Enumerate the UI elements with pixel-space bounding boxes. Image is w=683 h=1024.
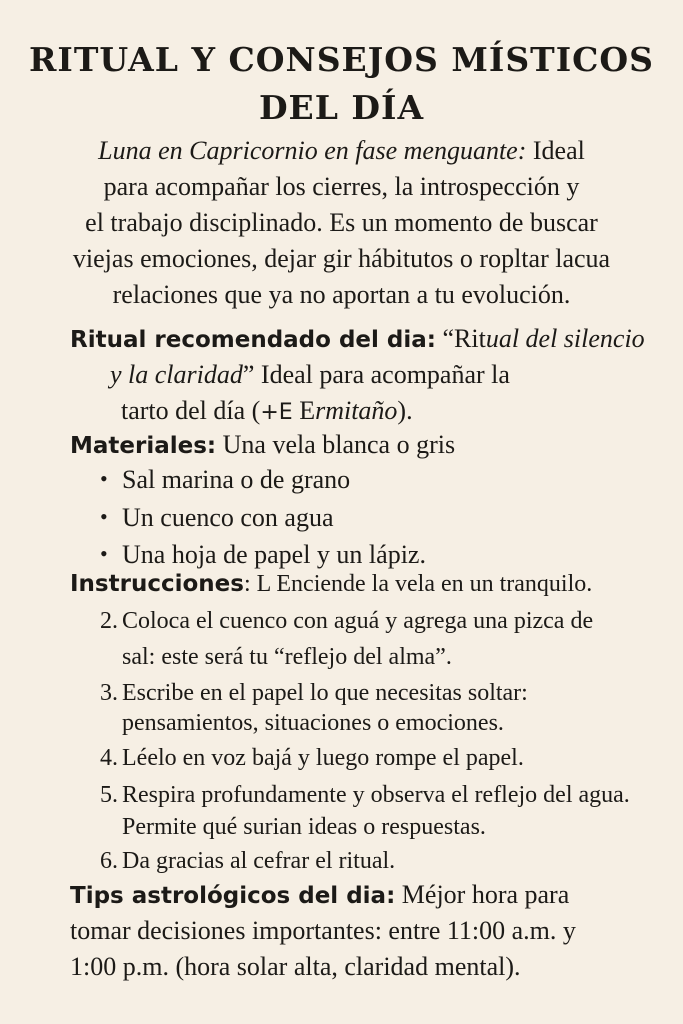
intro-line5: relaciones que ya no aportan a tu evolución. [112,280,571,309]
page-title-line1: RITUAL Y CONSEJOS MÍSTICOS [29,40,654,79]
ritual-line3-b: E [292,396,316,425]
ritual-line3-end: ). [397,396,413,425]
step-text: Respira profundamente y observa el reflejo del agua. [122,782,630,808]
material-item: Un cuenco con agua [122,503,334,532]
tips-line3: 1:00 p.m. (hora solar alta, claridad mental). [70,952,521,981]
hermit-symbol: +E [260,400,293,425]
tips-line1-text: Méjor hora para [395,880,570,909]
ritual-line2-text: ” Ideal para acompañar la [242,360,510,389]
tips-line1 [70,878,569,913]
ritual-line2 [110,358,510,392]
step-text: Coloca el cuenco con aguá y agrega una pizca de [122,608,594,634]
ritual-label: Ritual recomendado del dia: [70,327,436,353]
step-number: 5. [100,782,118,808]
ritual-name-part2: y la claridad [110,360,243,389]
ritual-line3 [121,394,413,430]
step-text: sal: este será tu “reflejo del alma”. [122,644,452,670]
step-text: Léelo en voz bajá y luego rompe el papel. [122,745,524,771]
intro-line2: para acompañar los cierres, la introspección y [103,172,580,201]
material-item: Sal marina o de grano [122,465,351,494]
ritual-name-part1: ual del silencio [485,324,645,353]
step-text: Permite qué surian ideas o respuestas. [122,814,486,840]
step-text: Escribe en el papel lo que necesitas soltar: [122,680,528,706]
intro-line1-text: Ideal [526,136,585,165]
intro-line1 [0,134,683,168]
materials-first: Una vela blanca o gris [216,430,456,459]
instructions-label: Instrucciones [70,571,244,597]
moon-phase-lead: Luna en Capricornio en fase menguante: [98,136,527,165]
step-number: 3. [100,680,118,706]
instructions-first: : L Enciende la vela en un tranquilo. [243,571,593,597]
bullet-icon: • [100,541,108,566]
intro-line3: el trabajo disciplinado. Es un momento de buscar [85,208,598,237]
ritual-line1 [70,322,645,357]
tips-line2: tomar decisiones importantes: entre 11:00 a.m. y [70,916,576,945]
instructions-line [70,567,592,601]
bullet-icon: • [100,466,108,491]
step-number: 2. [100,608,118,634]
material-item: Una hoja de papel y un lápiz. [122,540,426,569]
ritual-quote-open: “Rit [435,324,486,353]
materials-label: Materiales: [70,433,217,459]
bullet-icon: • [100,504,108,529]
step-number: 4. [100,745,118,771]
ritual-line3-a: tarto del día ( [121,396,261,425]
step-number: 6. [100,848,118,874]
hermit-card-name: rmitaño [315,396,398,425]
step-text: Da gracias al cefrar el ritual. [122,848,396,874]
tips-label: Tips astrológicos del dia: [70,883,396,909]
page-title-line2: DEL DÍA [258,88,425,127]
step-text: pensamientos, situaciones o emociones. [122,710,504,736]
intro-line4: viejas emociones, dejar gir hábitutos o ropltar lacua [72,244,611,273]
materials-line [70,428,455,463]
